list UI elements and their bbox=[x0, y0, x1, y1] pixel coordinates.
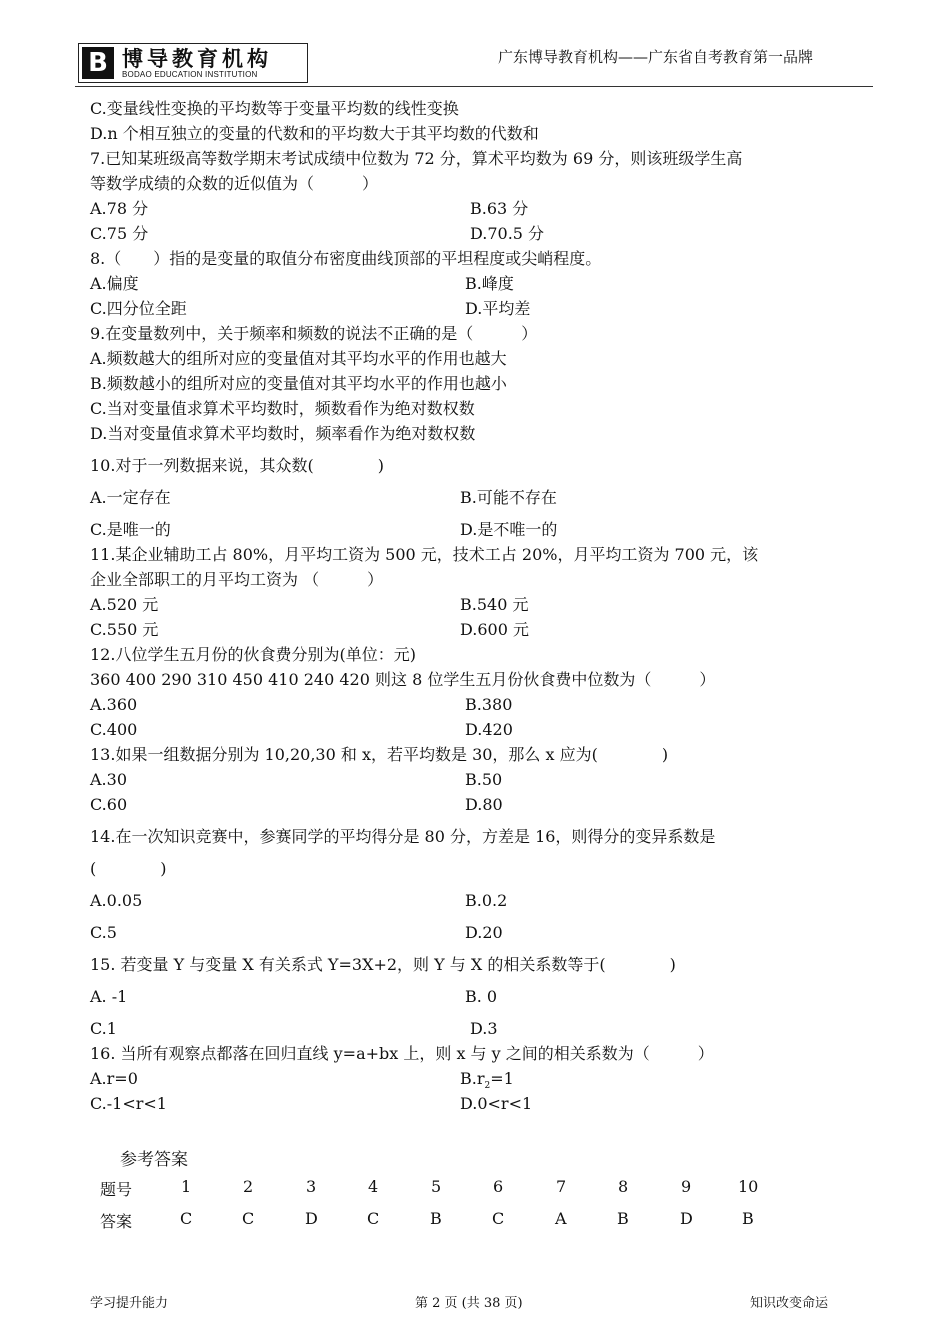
option-d: D.70.5 分 bbox=[470, 224, 545, 243]
option-d: D.420 bbox=[465, 720, 513, 739]
logo-text bbox=[122, 48, 272, 79]
question-7: 7.已知某班级高等数学期末考试成绩中位数为 72 分，算术平均数为 69 分，则该班级学生高 bbox=[90, 149, 743, 168]
table-cell: B bbox=[742, 1209, 754, 1228]
text-line: 企业全部职工的月平均工资为 （ ） bbox=[90, 570, 384, 589]
header-slogan: 广东博导教育机构——广东省自考教育第一品牌 bbox=[498, 48, 814, 66]
table-cell: 3 bbox=[306, 1177, 317, 1196]
table-cell: 1 bbox=[181, 1177, 192, 1196]
text-line: D.n 个相互独立的变量的代数和的平均数大于其平均数的代数和 bbox=[90, 124, 539, 143]
header-divider bbox=[75, 86, 873, 87]
table-cell: 5 bbox=[431, 1177, 442, 1196]
question-13: 13.如果一组数据分别为 10,20,30 和 x，若平均数是 30，那么 x 应为( ) bbox=[90, 745, 669, 764]
option-b: B.540 元 bbox=[460, 595, 529, 614]
option-a: A.r=0 bbox=[90, 1069, 138, 1088]
option-c: C.四分位全距 bbox=[90, 299, 187, 318]
option-d: D.80 bbox=[465, 795, 503, 814]
question-9: 9.在变量数列中，关于频率和频数的说法不正确的是（ ） bbox=[90, 324, 538, 343]
option-c: C.400 bbox=[90, 720, 138, 739]
option-d: D.600 元 bbox=[460, 620, 529, 639]
footer-left: 学习提升能力 bbox=[90, 1296, 169, 1311]
option-b: B.0.2 bbox=[465, 891, 508, 910]
option-d: D.3 bbox=[470, 1019, 498, 1038]
table-cell: D bbox=[680, 1209, 693, 1228]
option-c: C.75 分 bbox=[90, 224, 149, 243]
table-cell: C bbox=[242, 1209, 255, 1228]
table-cell: C bbox=[367, 1209, 380, 1228]
question-14: 14.在一次知识竞赛中，参赛同学的平均得分是 80 分，方差是 16，则得分的变异系数是 bbox=[90, 827, 716, 846]
logo-mark-icon: B bbox=[82, 47, 114, 79]
table-cell: A bbox=[555, 1209, 567, 1228]
option-c: C.-1<r<1 bbox=[90, 1094, 167, 1113]
table-cell: 6 bbox=[493, 1177, 504, 1196]
table-cell: 10 bbox=[738, 1177, 759, 1196]
option-b: B. 0 bbox=[465, 987, 498, 1006]
option-d: D.平均差 bbox=[465, 299, 531, 318]
option-c: C.是唯一的 bbox=[90, 520, 171, 539]
option-a: A.0.05 bbox=[90, 891, 143, 910]
table-cell: 2 bbox=[243, 1177, 254, 1196]
table-cell: C bbox=[492, 1209, 505, 1228]
option-a: A.偏度 bbox=[90, 274, 139, 293]
question-16: 16. 当所有观察点都落在回归直线 y=a+bx 上，则 x 与 y 之间的相关系数为（ ） bbox=[90, 1044, 714, 1063]
option-b: B.63 分 bbox=[470, 199, 529, 218]
logo-english-name: BODAO EDUCATION INSTITUTION bbox=[122, 69, 258, 79]
option-b bbox=[460, 1069, 514, 1096]
option-b: B.380 bbox=[465, 695, 513, 714]
table-cell: D bbox=[305, 1209, 318, 1228]
text-line: 360 400 290 310 450 410 240 420 则这 8 位学生五月份伙食费中位数为（ ） bbox=[90, 670, 716, 689]
row-label: 答案 bbox=[100, 1212, 133, 1231]
option-a: A.一定存在 bbox=[90, 488, 171, 507]
table-cell: 4 bbox=[368, 1177, 379, 1196]
option-b: B.频数越小的组所对应的变量值对其平均水平的作用也越小 bbox=[90, 374, 507, 393]
table-cell: 7 bbox=[556, 1177, 567, 1196]
option-a: A.520 元 bbox=[90, 595, 159, 614]
option-a: A.360 bbox=[90, 695, 138, 714]
text-line: 等数学成绩的众数的近似值为（ ） bbox=[90, 174, 379, 193]
table-cell: B bbox=[430, 1209, 442, 1228]
page-number: 第 2 页 (共 38 页) bbox=[415, 1296, 523, 1311]
option-c: C.60 bbox=[90, 795, 128, 814]
logo bbox=[78, 43, 308, 83]
text-line: ( ) bbox=[90, 859, 167, 878]
question-12: 12.八位学生五月份的伙食费分别为(单位：元) bbox=[90, 645, 416, 664]
row-label: 题号 bbox=[100, 1180, 133, 1199]
option-d: D.20 bbox=[465, 923, 503, 942]
option-c: C.550 元 bbox=[90, 620, 159, 639]
option-d: D.是不唯一的 bbox=[460, 520, 558, 539]
text-line: C.变量线性变换的平均数等于变量平均数的线性变换 bbox=[90, 99, 459, 118]
option-a: A.78 分 bbox=[90, 199, 149, 218]
table-cell: 9 bbox=[681, 1177, 692, 1196]
question-8: 8.（ ）指的是变量的取值分布密度曲线顶部的平坦程度或尖峭程度。 bbox=[90, 249, 602, 268]
option-d: D.当对变量值求算术平均数时，频率看作为绝对数权数 bbox=[90, 424, 476, 443]
option-a: A.30 bbox=[90, 770, 127, 789]
question-11: 11.某企业辅助工占 80%，月平均工资为 500 元，技术工占 20%，月平均工资为 700 元，该 bbox=[90, 545, 759, 564]
answer-key-title: 参考答案 bbox=[120, 1150, 188, 1170]
option-b: B.峰度 bbox=[465, 274, 514, 293]
option-b: B.可能不存在 bbox=[460, 488, 557, 507]
option-b: B.50 bbox=[465, 770, 503, 789]
footer-right: 知识改变命运 bbox=[750, 1296, 829, 1311]
table-cell: 8 bbox=[618, 1177, 629, 1196]
option-a: A. -1 bbox=[90, 987, 128, 1006]
option-b-superscript: 2 bbox=[484, 1081, 491, 1092]
question-10: 10.对于一列数据来说，其众数( ) bbox=[90, 456, 384, 475]
option-d: D.0<r<1 bbox=[460, 1094, 533, 1113]
option-a: A.频数越大的组所对应的变量值对其平均水平的作用也越大 bbox=[90, 349, 507, 368]
table-cell: C bbox=[180, 1209, 193, 1228]
option-c: C.5 bbox=[90, 923, 117, 942]
logo-chinese-name: 博导教育机构 bbox=[122, 46, 272, 71]
option-b-tail: =1 bbox=[490, 1069, 514, 1088]
option-c: C.1 bbox=[90, 1019, 117, 1038]
question-15: 15. 若变量 Y 与变量 X 有关系式 Y=3X+2，则 Y 与 X 的相关系数等于( ) bbox=[90, 955, 676, 974]
option-b-base: B.r bbox=[460, 1069, 485, 1088]
option-c: C.当对变量值求算术平均数时，频数看作为绝对数权数 bbox=[90, 399, 475, 418]
table-cell: B bbox=[617, 1209, 629, 1228]
